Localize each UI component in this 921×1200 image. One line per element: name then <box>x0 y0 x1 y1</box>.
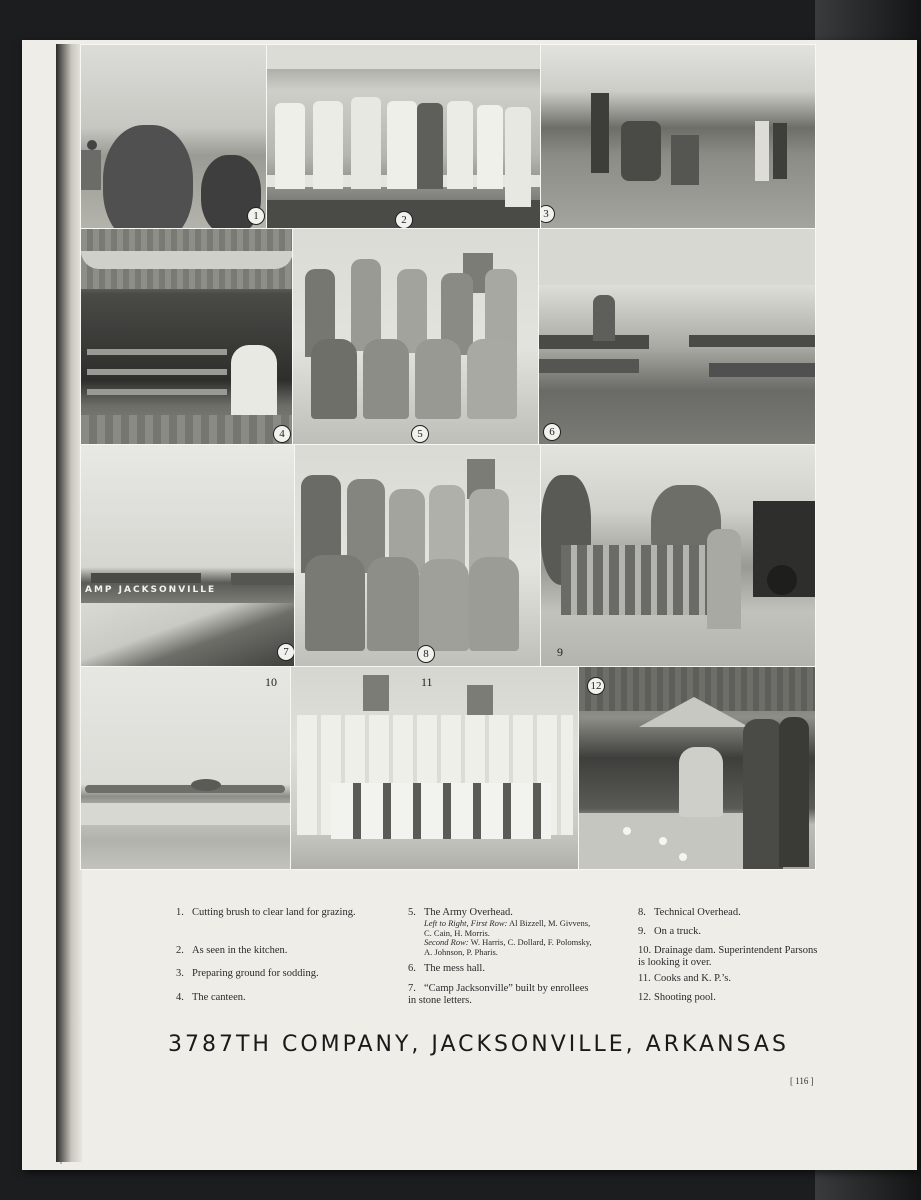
photo-number: 12 <box>587 677 605 695</box>
stone-letters-sign: AMP JACKSONVILLE <box>85 585 217 595</box>
caption-6: 6. The mess hall. <box>408 963 485 974</box>
captions <box>176 905 826 1015</box>
photo-number: 3 <box>540 205 555 223</box>
photo-number: 7 <box>277 643 295 661</box>
photo-12-shooting-pool <box>578 666 816 870</box>
photo-3-preparing-ground <box>540 44 816 230</box>
caption-7: 7. “Camp Jacksonville” built by enrollees in stone letters. <box>408 983 589 1006</box>
caption-2: 2. As seen in the kitchen. <box>176 945 288 956</box>
caption-5: 5. The Army Overhead. Left to Right, First Row: Al Bizzell, M. Givvens, C. Cain, H. Morris. Second Row: W. Harris, C. Dollard, F. Polomsky, A. Johnson, P. Pharis. <box>408 907 598 957</box>
photo-11-cooks-kps <box>290 666 580 870</box>
photo-number: 10 <box>265 675 277 689</box>
photo-number: 6 <box>543 423 561 441</box>
page-heading: 3787TH COMPANY, JACKSONVILLE, ARKANSAS <box>168 1032 789 1057</box>
page-number: [ 116 ] <box>790 1076 814 1086</box>
photo-number: 2 <box>395 211 413 229</box>
photo-2-kitchen <box>266 44 542 230</box>
caption-10: 10. Drainage dam. Superintendent Parsons is looking it over. <box>638 945 818 968</box>
caption-5-first-row: Left to Right, First Row: Al Bizzell, M. Givvens, C. Cain, H. Morris. <box>424 918 591 938</box>
photo-5-army-overhead <box>292 228 540 446</box>
photo-8-technical-overhead <box>294 444 542 668</box>
photo-4-canteen <box>80 228 294 446</box>
photo-number: 4 <box>273 425 291 443</box>
caption-8: 8. Technical Overhead. <box>638 907 741 918</box>
photo-1-cutting-brush <box>80 44 268 230</box>
caption-11: 11. Cooks and K. P.’s. <box>638 973 732 984</box>
photo-number: 5 <box>411 425 429 443</box>
caption-12: 12. Shooting pool. <box>638 992 716 1003</box>
photo-10-drainage-dam <box>80 666 292 870</box>
photo-number: 8 <box>417 645 435 663</box>
caption-3: 3. Preparing ground for sodding. <box>176 968 319 979</box>
caption-1: 1. Cutting brush to clear land for grazing. <box>176 907 356 918</box>
photo-number: 11 <box>421 675 433 689</box>
book-gutter <box>56 44 82 1162</box>
caption-9: 9. On a truck. <box>638 926 701 937</box>
caption-4: 4. The canteen. <box>176 992 246 1003</box>
photo-number: 9 <box>557 645 563 659</box>
caption-5-second-row: Second Row: W. Harris, C. Dollard, F. Polomsky, A. Johnson, P. Pharis. <box>424 937 592 957</box>
photo-number: 1 <box>247 207 265 225</box>
photo-9-on-a-truck <box>540 444 816 668</box>
photo-6-mess-hall <box>538 228 816 446</box>
photo-7-camp-letters <box>80 444 296 668</box>
